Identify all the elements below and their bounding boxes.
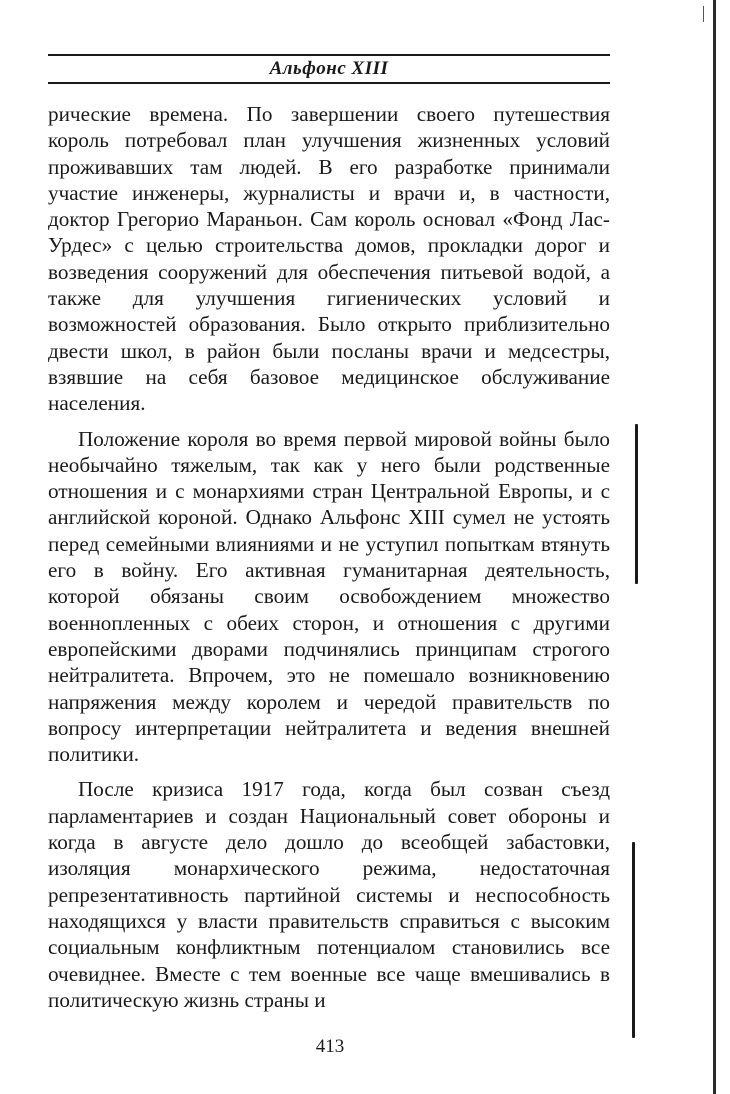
paragraph-1: рические времена. По завершении своего путешествия король потребовал план улучшения жизненных условий проживавших там людей. В его разработке принимали участие инженеры, журналисты и врачи и, в частности, доктор Грегорио Мараньон. Сам король основал «Фонд Лас-Урдес» с целью строительства домов, прокладки дорог и возведения сооружений для обеспечения питьевой водой, а также для улучшения гигиенических условий и возможностей образования. Было открыто приблизительно двести школ, в район были посланы врачи и медсестры, взявшие на себя базовое медицинское обслуживание населения. <box>48 102 610 416</box>
running-title: Альфонс XIII <box>269 58 389 79</box>
paragraph-gap <box>48 417 610 426</box>
margin-mark-bar <box>632 842 635 1038</box>
body-text <box>48 101 610 1013</box>
page-edge-mark <box>703 6 704 22</box>
page-number: 413 <box>315 1036 345 1057</box>
paragraph-2: Положение короля во время первой мировой войны было необычайно тяжелым, так как у него были родственные отношения и с монархиями стран Центральной Европы, и с английской короной. Однако Альфонс XIII сумел не устоять перед семейными влияниями и не уступил попыткам втянуть его в войну. Его активная гуманитарная деятельность, которой обязаны своим освобождением множество военнопленных с обеих сторон, и отношения с другими европейскими дворами подчинялись принципам строгого нейтралитета. Впрочем, это не помешало возникновению напряжения между королем и чередой правительств по вопросу интерпретации нейтралитета и ведения внешней политики. <box>48 426 610 767</box>
paragraph-gap <box>48 767 610 776</box>
margin-mark-bar <box>635 424 638 584</box>
paragraph-3: После кризиса 1917 года, когда был созван съезд парламентариев и создан Национальный совет обороны и когда в августе дело дошло до всеобщей забастовки, изоляция монархического режима, недостаточная репрезентативность партийной системы и неспособность находящихся у власти правительств справиться с высоким социальным конфликтным потенциалом становились все очевиднее. Вместе с тем военные все чаще вмешивались в политическую жизнь страны и <box>48 777 610 1012</box>
page-edge-line <box>713 0 716 1094</box>
running-header <box>48 54 610 84</box>
